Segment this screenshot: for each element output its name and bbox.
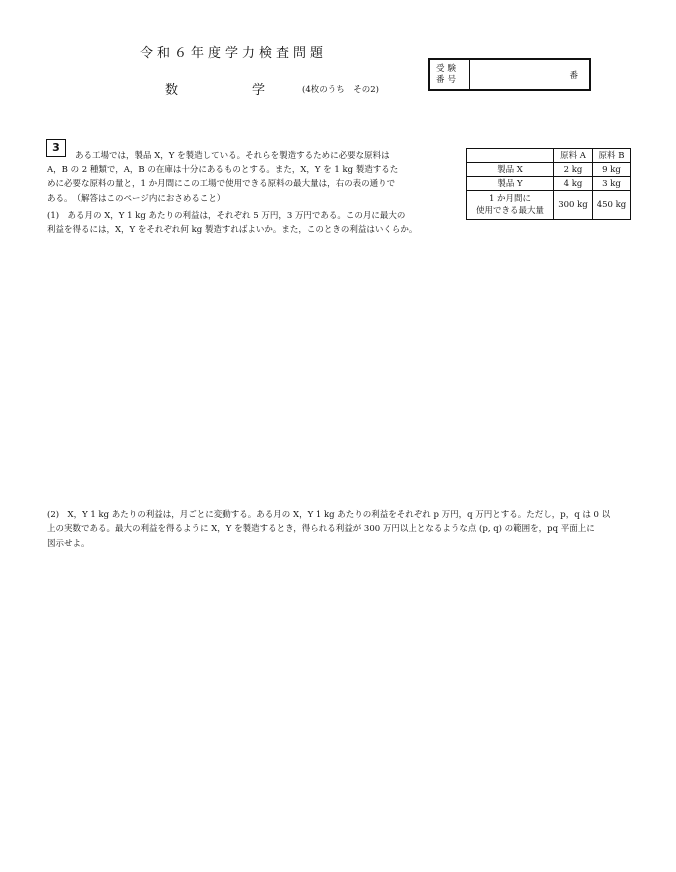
table-cell: 製品 X bbox=[467, 163, 554, 177]
table-header-row bbox=[467, 149, 631, 163]
table-cell: 4 kg bbox=[554, 177, 593, 191]
exam-title: 令和６年度学力検査問題 bbox=[140, 46, 328, 61]
subject-char-1: 数 bbox=[165, 83, 179, 98]
intro-line: ある。 （解答はこのページ内におさめること） bbox=[47, 193, 226, 204]
exam-number-label-line2: 番号 bbox=[436, 75, 460, 85]
part2-line: 上の実数である。最大の利益を得るように X，Y を製造するとき，得られる利益が 300 万円以上となるような点 (p, q) の範囲を，pq 平面上に bbox=[47, 524, 595, 535]
exam-number-label bbox=[430, 60, 470, 89]
question-intro bbox=[47, 149, 427, 206]
exam-number-unit: 番 bbox=[569, 71, 578, 81]
max-label-line1: 1 か月間に bbox=[488, 194, 532, 204]
table-cell: 3 kg bbox=[593, 177, 631, 191]
intro-line: A，B の 2 種類で，A，B の在庫は十分にあるものとする。また，X，Y を 1 kg 製造するた bbox=[47, 165, 399, 176]
exam-number-box bbox=[428, 58, 591, 91]
intro-line: ある工場では，製品 X，Y を製造している。それらを製造するために必要な原料は bbox=[75, 151, 390, 161]
table-cell: 450 kg bbox=[593, 191, 631, 220]
table-row bbox=[467, 163, 631, 177]
table-header-cell: 原料 B bbox=[593, 149, 631, 163]
part1-line: (1) ある月の X，Y 1 kg あたりの利益は，それぞれ 5 万円，3 万円である。この月に最大の bbox=[47, 211, 406, 221]
exam-number-field[interactable] bbox=[470, 60, 589, 89]
table-cell bbox=[467, 191, 554, 220]
subject-title bbox=[165, 79, 265, 98]
table-cell: 300 kg bbox=[554, 191, 593, 220]
max-label-line2: 使用できる最大量 bbox=[475, 206, 544, 216]
table-cell: 製品 Y bbox=[467, 177, 554, 191]
question-number: 3 bbox=[46, 139, 66, 157]
question-part-2 bbox=[47, 508, 637, 551]
part2-line: 図示せよ。 bbox=[47, 538, 90, 549]
page-note: (4枚のうち その2) bbox=[302, 85, 379, 95]
table-row bbox=[467, 177, 631, 191]
table-header-cell bbox=[467, 149, 554, 163]
exam-number-label-line1: 受験 bbox=[436, 64, 460, 74]
table-row bbox=[467, 191, 631, 220]
materials-table bbox=[466, 148, 631, 220]
table-header-cell: 原料 A bbox=[554, 149, 593, 163]
part2-line: (2) X，Y 1 kg あたりの利益は，月ごとに変動する。ある月の X，Y 1 kg あたりの利益をそれぞれ p 万円，q 万円とする。ただし，p，q は 0 以 bbox=[47, 510, 611, 520]
table-cell: 2 kg bbox=[554, 163, 593, 177]
table-cell: 9 kg bbox=[593, 163, 631, 177]
part1-line: 利益を得るには，X，Y をそれぞれ何 kg 製造すればよいか。また，このときの利益はいくらか。 bbox=[47, 225, 418, 236]
question-part-1 bbox=[47, 209, 447, 237]
intro-line: めに必要な原料の量と，1 か月間にこの工場で使用できる原料の最大量は，右の表の通りで bbox=[47, 179, 396, 190]
subject-char-2: 学 bbox=[251, 83, 265, 98]
